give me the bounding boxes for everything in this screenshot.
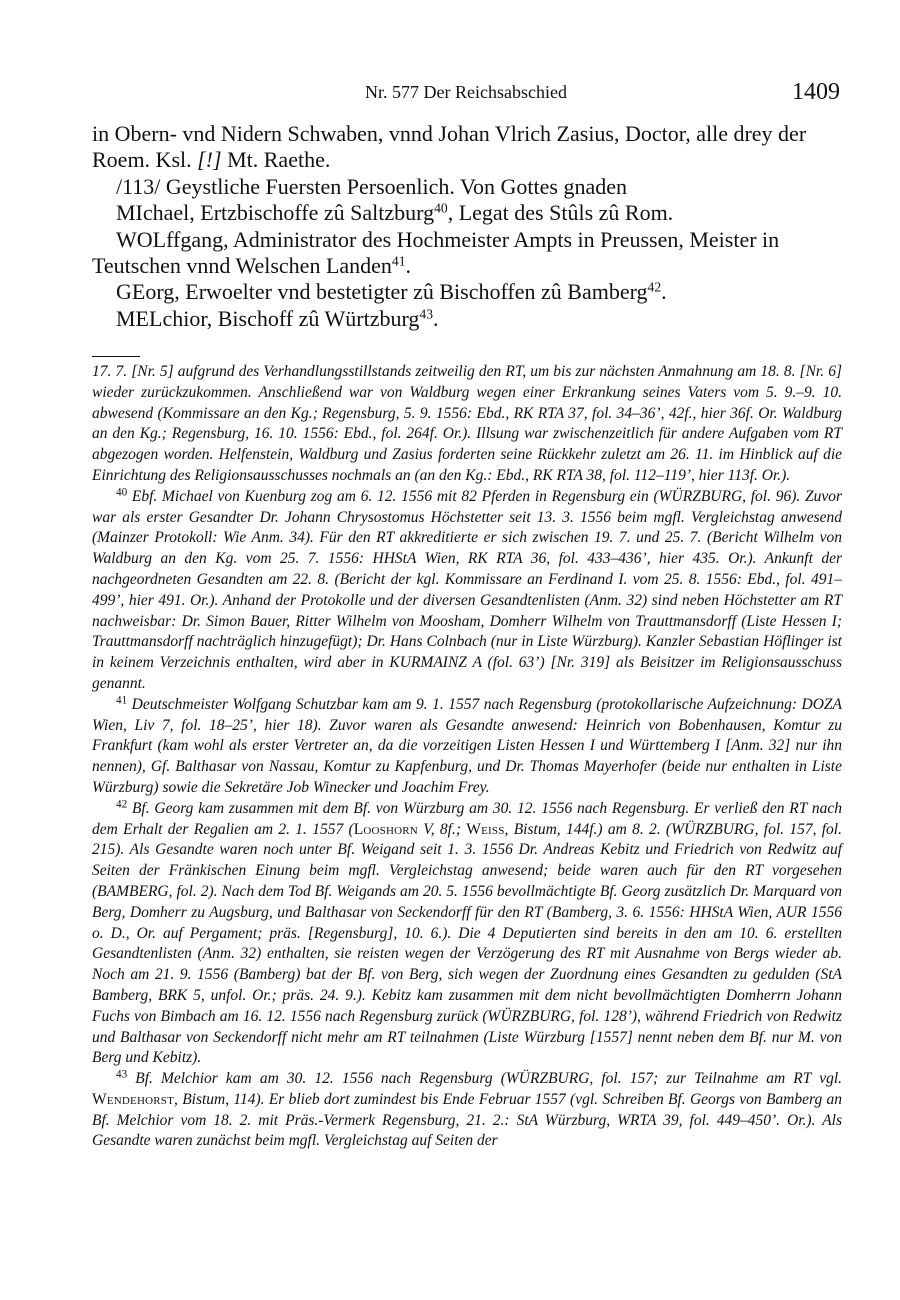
footnote-number: 40 xyxy=(116,486,128,499)
footnote-42 xyxy=(92,799,842,1069)
text-segment: WOLffgang, Administrator des Hochmeister Ampts in Preussen, Meister in Teutschen vnnd Welschen Landen xyxy=(92,226,780,279)
text-segment: Mt. Raethe. xyxy=(227,147,331,173)
text-segment: . xyxy=(433,305,439,331)
author-name: Looshorn xyxy=(353,820,418,838)
footnote-ref[interactable]: 43 xyxy=(419,306,434,322)
footnote-40 xyxy=(92,487,842,695)
text-segment: in Obern- vnd Nidern Schwaben, vnnd Johan Vlrich Zasius, Doctor, alle drey der Roem. Ksl. xyxy=(92,121,807,173)
footnote-text: Bf. Melchior kam am 30. 12. 1556 nach Regensburg (WÜRZBURG, fol. 157; zur Teilnahme am RT vgl. xyxy=(135,1070,843,1088)
footnote-41 xyxy=(92,695,842,799)
footnote-number: 43 xyxy=(116,1068,128,1081)
footnote-text: V, 8f.; xyxy=(417,820,467,838)
footnote-number: 42 xyxy=(116,798,128,811)
text-line xyxy=(92,121,842,174)
footnote-ref[interactable]: 41 xyxy=(391,253,406,269)
text-segment: , Legat des Stûls zû Rom. xyxy=(447,200,674,226)
editorial-mark: [!] xyxy=(197,147,222,173)
footnote-continuation: 17. 7. [Nr. 5] aufgrund des Verhandlungsstillstands zeitweilig den RT, um bis zur nächsten Anmahnung am 18. 8. [Nr. 6] wieder zurückzukommen. Anschließend war von Waldburg wegen einer Erkrankung seines Vaters vom 5. 9.–9. 10. abwesend (Kommissare an den Kg.; Regensburg, 5. 9. 1556: Ebd., RK RTA 37, fol. 34–36’, 42f., hier 36f. Or. Waldburg an den Kg.; Regensburg, 16. 10. 1556: Ebd., fol. 264f. Or.). Illsung war zwischenzeitlich für andere Aufgaben vom RT abgezogen worden. Helfenstein, Waldburg und Zasius forderten seine Rückkehr zuletzt am 26. 11. im Hinblick auf die Einrichtung des Religionsausschusses nochmals an (an den Kg.: Ebd., RK RTA 38, fol. 112–119’, hier 113f. Or.). xyxy=(92,363,842,484)
footnote-separator xyxy=(92,356,140,357)
footnote-text: Deutschmeister Wolfgang Schutzbar kam am 9. 1. 1557 nach Regensburg (protokollarische Aufzeichnung: DOZA Wien, Liv 7, fol. 18–25’, hier 18). Zuvor waren als Gesandte anwesend: Heinrich von Bobenhausen, Komtur zu Frankfurt (kam wohl als erster Vertreter an, da die vorzeitigen Listen Hessen I und Württemberg I [Anm. 32] nur ihn nennen), Gf. Balthasar von Nassau, Komtur zu Kapfenburg, und Dr. Thomas Mayerhofer (beide nur enthalten in Liste Würzburg) sowie die Sekretäre Job Winecker und Joachim Frey. xyxy=(92,695,842,796)
text-line xyxy=(92,279,842,305)
running-header xyxy=(92,81,840,107)
footnote-text: Ebf. Michael von Kuenburg zog am 6. 12. 1556 mit 82 Pferden in Regensburg ein (WÜRZBURG, fol. 96). Zuvor war als erster Gesandter Dr. Johann Chrysostomus Höchstetter seit 13. 3. 1556 beim mgfl. Vergleichstag anwesend (Mainzer Protokoll: Wie Anm. 34). Für den RT akkreditierte er sich zwischen 19. 7. und 25. 7. (Bericht Wilhelm von Waldburg an den Kg. vom 25. 7. 1556: HHStA Wien, RK RTA 36, fol. 433–436’, hier 435. Or.). Ankunft der nachgeordneten Gesandten am 22. 8. (Bericht der kgl. Kommissare an Ferdinand I. vom 25. 8. 1556: Ebd., fol. 491–499’, hier 491. Or.). Anhand der Protokolle und der diversen Gesandtenlisten (Anm. 32) sind neben Höchstetter am RT nachweisbar: Dr. Simon Bauer, Ritter Wilhelm von Moosham, Domherr Wilhelm von Trauttmansdorff (Liste Hessen I; Trauttmansdorff nachträglich hinzugefügt); Dr. Hans Colnbach (nur in Liste Würzburg). Kanzler Sebastian Höflinger ist in keinem Verzeichnis enthalten, wird aber in KURMAINZ A (fol. 63’) [Nr. 319] als Beisitzer im Religionsausschuss genannt. xyxy=(92,487,842,692)
text-line: /113/ Geystliche Fuersten Persoenlich. Von Gottes gnaden xyxy=(116,173,628,199)
footnote-text: Bf. Georg kam zusammen mit dem Bf. von Würzburg am 30. 12. 1556 nach Regensburg. Er verließ den RT nach dem Erhalt der Regalien am 2. 1. 1557 ( xyxy=(92,799,843,838)
text-line xyxy=(92,306,842,332)
text-segment: . xyxy=(405,253,412,279)
text-segment: . xyxy=(661,279,667,305)
author-name: Weiss xyxy=(466,820,505,838)
footnote-text: , Bistum, 114). Er blieb dort zumindest bis Ende Februar 1557 (vgl. Schreiben Bf. Georgs von Bamberg an Bf. Melchior vom 18. 2. mit Präs.-Vermerk Regensburg, 21. 2.: StA Würzburg, WRTA 39, fol. 449–450’. Or.). Als Gesandte waren zunächst beim mgfl. Vergleichstag auf Seiten der xyxy=(92,1090,842,1150)
footnote-ref[interactable]: 40 xyxy=(434,200,448,216)
footnote-ref[interactable]: 42 xyxy=(647,279,662,295)
text-segment: MIchael, Ertzbischoffe zû Saltzburg xyxy=(116,200,435,226)
footnotes xyxy=(92,362,842,1152)
author-name: Wendehorst xyxy=(92,1090,175,1108)
text-segment: MELchior, Bischoff zû Würtzburg xyxy=(116,305,420,331)
footnote-43 xyxy=(92,1069,842,1152)
text-line xyxy=(92,200,842,226)
footnote-number: 41 xyxy=(116,694,128,707)
text-segment: GEorg, Erwoelter vnd bestetigter zû Bischoffen zû Bamberg xyxy=(116,279,648,305)
running-title: Nr. 577 Der Reichsabschied xyxy=(365,82,567,102)
page-number: 1409 xyxy=(792,79,840,105)
footnote-text: , Bistum, 144f.) am 8. 2. (WÜRZBURG, fol. 157, fol. 215). Als Gesandte waren noch unter Bf. Weigand seit 1. 3. 1556 Dr. Andreas Kebitz und Friedrich von Redwitz auf Seiten der Fränkischen Einung beim mgfl. Vergleichstag anwesend; beide waren auch für den RT vorgesehen (BAMBERG, fol. 2). Nach dem Tod Bf. Weigands am 20. 5. 1556 bevollmächtigte Bf. Georg zusätzlich Dr. Marquard von Berg, Domherr zu Augsburg, und Balthasar von Seckendorff für den RT (Bamberg, 3. 6. 1556: HHStA Wien, AUR 1556 o. D., Or. auf Pergament; präs. [Regensburg], 10. 6.). Die 4 Deputierten sind bereits in den am 10. 6. erstellten Gesandtenlisten (Anm. 32) enthalten, sie reisten wegen der Verzögerung des RT mit Ausnahme von Bergs wieder ab. Noch am 21. 9. 1556 (Bamberg) bat der Bf. von Berg, sich wegen der Zuordnung eines Gesandten zu gedulden (StA Bamberg, BRK 5, unfol. Or.; präs. 24. 9.). Kebitz kam zusammen mit dem nicht bevollmächtigten Domherrn Johann Fuchs von Bimbach am 16. 12. 1556 nach Regensburg zurück (WÜRZBURG, fol. 128’), während Friedrich von Redwitz und Balthasar von Seckendorff nicht mehr am RT teilnahmen (Liste Würzburg [1557] nennt neben dem Bf. nur M. von Berg und Kebitz). xyxy=(92,820,842,1067)
text-line xyxy=(92,227,842,280)
main-text xyxy=(92,121,842,332)
